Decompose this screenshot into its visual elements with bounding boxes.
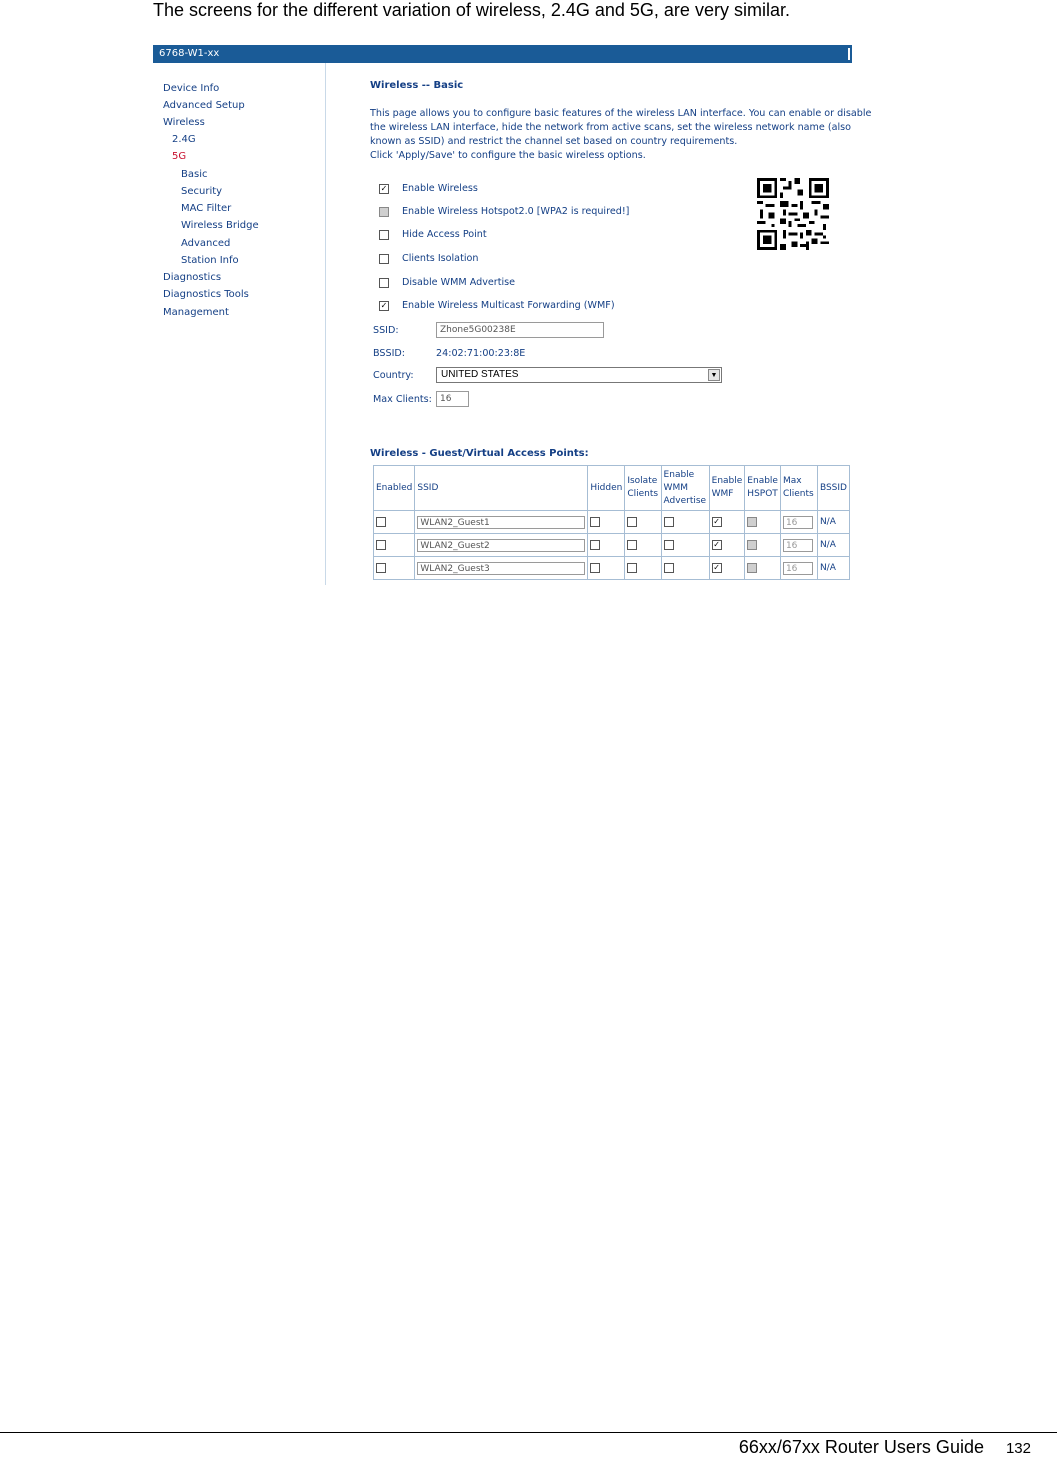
table-row xyxy=(374,511,850,534)
guest-ssid-input[interactable]: WLAN2_Guest1 xyxy=(417,516,585,529)
enabled-cell xyxy=(374,511,415,534)
max-clients-input[interactable]: 16 xyxy=(436,391,469,407)
bssid-cell: N/A xyxy=(817,511,849,534)
guest-ap-table xyxy=(373,465,850,580)
guide-title: 66xx/67xx Router Users Guide xyxy=(738,1437,984,1457)
bssid-cell: N/A xyxy=(817,557,849,580)
isolate-cell xyxy=(625,557,661,580)
guest-ssid-input[interactable]: WLAN2_Guest3 xyxy=(417,562,585,575)
hspot-checkbox[interactable] xyxy=(747,517,757,527)
hspot-checkbox[interactable] xyxy=(747,540,757,550)
sidebar-item-mac-filter[interactable]: MAC Filter xyxy=(181,203,232,214)
guest-max-clients-input[interactable]: 16 xyxy=(783,562,813,575)
wmf-checkbox[interactable]: ✓ xyxy=(713,562,720,572)
option-label: Enable Wireless Hotspot2.0 [WPA2 is required!] xyxy=(402,206,630,217)
ssid-cell xyxy=(415,557,588,580)
bssid-value: 24:02:71:00:23:8E xyxy=(436,348,526,359)
footer-rule xyxy=(0,1432,1057,1433)
table-header-row xyxy=(374,466,850,511)
enabled-checkbox[interactable] xyxy=(376,517,386,527)
sidebar-item-wireless-bridge[interactable]: Wireless Bridge xyxy=(181,220,259,231)
isolate-checkbox[interactable] xyxy=(627,563,637,573)
col-header-max-clients: Max Clients xyxy=(780,466,817,511)
option-label: Enable Wireless xyxy=(402,183,478,194)
enabled-cell xyxy=(374,534,415,557)
wmm-checkbox[interactable] xyxy=(664,563,674,573)
wmm-checkbox[interactable] xyxy=(664,517,674,527)
hidden-cell xyxy=(588,557,625,580)
hspot-checkbox[interactable] xyxy=(747,563,757,573)
option-label: Clients Isolation xyxy=(402,253,479,264)
sidebar-item-5g[interactable]: 5G xyxy=(172,151,187,162)
ssid-cell xyxy=(415,511,588,534)
qr-code-icon xyxy=(757,178,829,250)
enabled-cell xyxy=(374,557,415,580)
isolate-cell xyxy=(625,511,661,534)
page-footer xyxy=(739,1437,1031,1458)
col-header-wmf: Enable WMF xyxy=(709,466,745,511)
wmf-checkbox[interactable]: ✓ xyxy=(713,516,720,526)
option-label: Enable Wireless Multicast Forwarding (WMF) xyxy=(402,300,615,311)
intro-text: The screens for the different variation of wireless, 2.4G and 5G, are very similar. xyxy=(153,0,790,20)
guest-ap-heading: Wireless - Guest/Virtual Access Points: xyxy=(370,448,589,459)
sidebar-item-wireless[interactable]: Wireless xyxy=(163,117,205,128)
main-content xyxy=(370,63,872,585)
window-title: 6768-W1-xx xyxy=(159,48,220,59)
page-description xyxy=(370,107,872,163)
page-title: Wireless -- Basic xyxy=(370,80,464,91)
option-hide-access-point xyxy=(379,229,487,241)
hotspot-checkbox[interactable] xyxy=(379,207,389,217)
hidden-cell xyxy=(588,534,625,557)
sidebar-item-management[interactable]: Management xyxy=(163,307,229,318)
max-clients-cell xyxy=(780,557,817,580)
option-label: Disable WMM Advertise xyxy=(402,277,516,288)
disable-wmm-checkbox[interactable] xyxy=(379,278,389,288)
wmf-cell xyxy=(709,534,745,557)
sidebar-item-2-4g[interactable]: 2.4G xyxy=(172,134,196,145)
guest-max-clients-input[interactable]: 16 xyxy=(783,539,813,552)
page-number: 132 xyxy=(1005,1440,1031,1457)
wmf-cell xyxy=(709,511,745,534)
hidden-checkbox[interactable] xyxy=(590,517,600,527)
max-clients-label: Max Clients: xyxy=(373,394,432,405)
col-header-isolate: Isolate Clients xyxy=(625,466,661,511)
sidebar-item-basic[interactable]: Basic xyxy=(181,169,208,180)
guest-ssid-input[interactable]: WLAN2_Guest2 xyxy=(417,539,585,552)
wmm-cell xyxy=(661,557,709,580)
col-header-hidden: Hidden xyxy=(588,466,625,511)
description-line: known as SSID) and restrict the channel set based on country requirements. xyxy=(370,136,738,147)
sidebar-item-diagnostics[interactable]: Diagnostics xyxy=(163,272,222,283)
ssid-cell xyxy=(415,534,588,557)
col-header-wmm: Enable WMM Advertise xyxy=(661,466,709,511)
option-hotspot xyxy=(379,206,630,218)
ssid-input[interactable]: Zhone5G00238E xyxy=(436,322,604,338)
sidebar-item-diagnostics-tools[interactable]: Diagnostics Tools xyxy=(163,289,249,300)
option-enable-wireless xyxy=(379,183,478,195)
dropdown-arrow-icon[interactable]: ▼ xyxy=(708,369,720,381)
enabled-checkbox[interactable] xyxy=(376,540,386,550)
hidden-cell xyxy=(588,511,625,534)
hide-access-point-checkbox[interactable] xyxy=(379,230,389,240)
col-header-bssid: BSSID xyxy=(817,466,849,511)
wmm-cell xyxy=(661,511,709,534)
description-line: This page allows you to configure basic features of the wireless LAN interface. You can enable or disable xyxy=(370,108,872,119)
bssid-label: BSSID: xyxy=(373,348,406,359)
wmf-checkbox[interactable]: ✓ xyxy=(713,539,720,549)
isolate-cell xyxy=(625,534,661,557)
country-select[interactable] xyxy=(436,367,722,383)
max-clients-cell xyxy=(780,511,817,534)
max-clients-cell xyxy=(780,534,817,557)
enable-wmf-checkbox[interactable]: ✓ xyxy=(380,301,388,310)
sidebar-item-advanced-setup[interactable]: Advanced Setup xyxy=(163,100,245,111)
enable-wireless-checkbox[interactable]: ✓ xyxy=(380,184,388,193)
option-enable-wmf xyxy=(379,300,615,312)
hidden-checkbox[interactable] xyxy=(590,540,600,550)
country-label: Country: xyxy=(373,370,414,381)
description-line: Click 'Apply/Save' to configure the basic wireless options. xyxy=(370,150,646,161)
enabled-checkbox[interactable] xyxy=(376,563,386,573)
wmm-checkbox[interactable] xyxy=(664,540,674,550)
hspot-cell xyxy=(745,557,781,580)
router-screenshot xyxy=(153,45,872,585)
col-header-enabled: Enabled xyxy=(374,466,415,511)
bssid-cell: N/A xyxy=(817,534,849,557)
col-header-hspot: Enable HSPOT xyxy=(745,466,781,511)
sidebar-item-security[interactable]: Security xyxy=(181,186,223,197)
title-bar xyxy=(153,45,852,63)
wmf-cell xyxy=(709,557,745,580)
option-label: Hide Access Point xyxy=(402,229,487,240)
guest-max-clients-input[interactable]: 16 xyxy=(783,516,813,529)
hspot-cell xyxy=(745,534,781,557)
sidebar-item-device-info[interactable]: Device Info xyxy=(163,83,220,94)
sidebar-item-advanced[interactable]: Advanced xyxy=(181,238,231,249)
table-row xyxy=(374,534,850,557)
sidebar-item-station-info[interactable]: Station Info xyxy=(181,255,239,266)
option-clients-isolation xyxy=(379,253,479,265)
isolate-checkbox[interactable] xyxy=(627,517,637,527)
description-line: the wireless LAN interface, hide the network from active scans, set the wireless network name (also xyxy=(370,122,851,133)
hspot-cell xyxy=(745,511,781,534)
isolate-checkbox[interactable] xyxy=(627,540,637,550)
wmm-cell xyxy=(661,534,709,557)
country-selected-value: UNITED STATES xyxy=(441,369,519,380)
hidden-checkbox[interactable] xyxy=(590,563,600,573)
col-header-ssid: SSID xyxy=(415,466,588,511)
title-bar-edge xyxy=(848,48,850,60)
ssid-label: SSID: xyxy=(373,325,399,336)
table-row xyxy=(374,557,850,580)
option-disable-wmm xyxy=(379,277,516,289)
clients-isolation-checkbox[interactable] xyxy=(379,254,389,264)
sidebar xyxy=(153,63,326,585)
